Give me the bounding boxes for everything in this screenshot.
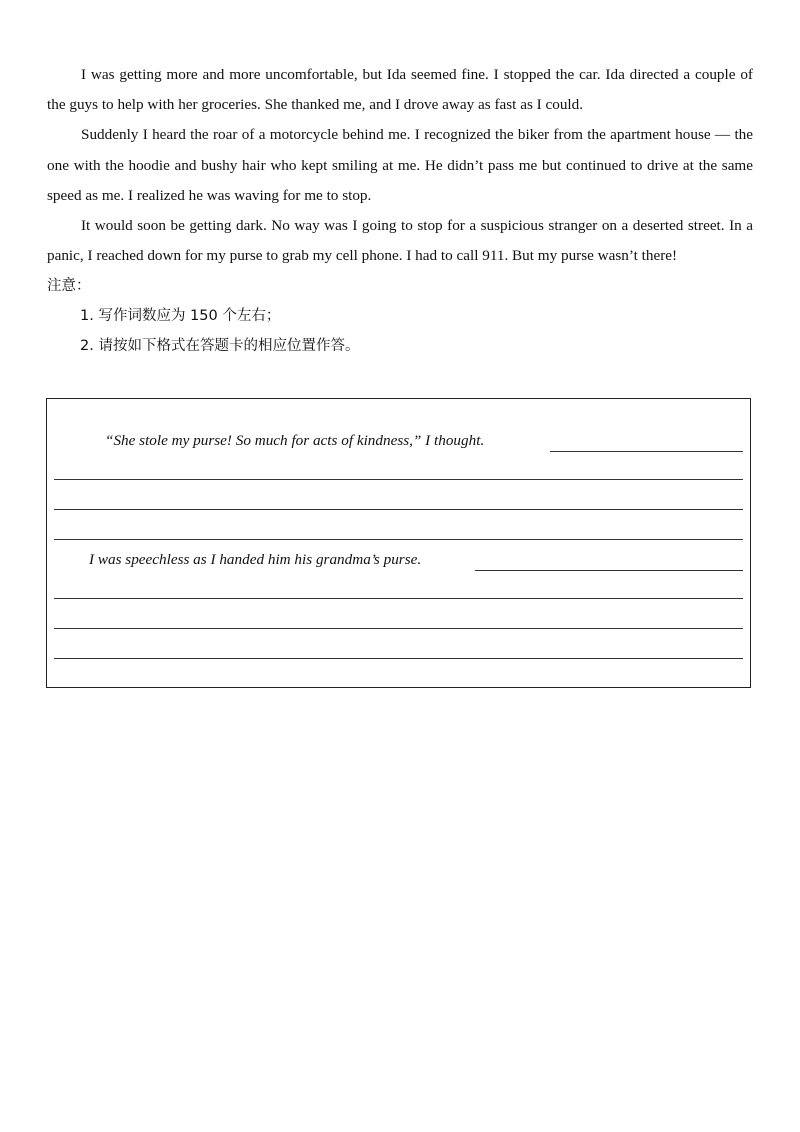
answer-prompt-2: I was speechless as I handed him his grandma’s purse. (89, 551, 422, 568)
answer-fill-line-1[interactable] (550, 451, 743, 452)
answer-fill-line-2[interactable] (475, 570, 743, 571)
answer-rule-4[interactable] (54, 598, 743, 599)
passage-paragraph-2: Suddenly I heard the roar of a motorcycle behind me. I recognized the biker from the apartment house — the one with the hoodie and bushy hair who kept smiling at me. He didn’t pass me but continued to drive at the same speed as me. I realized he was waving for me to stop. (47, 126, 753, 204)
answer-rule-2[interactable] (54, 509, 743, 510)
answer-rule-6[interactable] (54, 658, 743, 659)
note-item-format: 2. 请按如下格式在答题卡的相应位置作答。 (80, 338, 360, 355)
notes-title: 注意： (47, 278, 91, 295)
note-item-word-count: 1. 写作词数应为 150 个左右； (80, 308, 281, 325)
passage-paragraph-1: I was getting more and more uncomfortable, but Ida seemed fine. I stopped the car. Ida directed a couple of the guys to help with her groceries. She thanked me, and I drove away as fast as I could. (47, 66, 753, 114)
answer-box (46, 398, 751, 688)
notes-section (47, 271, 753, 361)
answer-rule-5[interactable] (54, 628, 743, 629)
passage-paragraph-3: It would soon be getting dark. No way was I going to stop for a suspicious stranger on a deserted street. In a panic, I reached down for my purse to grab my cell phone. I had to call 911. But my purse wasn’t there! (47, 217, 753, 265)
answer-rule-1[interactable] (54, 479, 743, 480)
answer-rule-3[interactable] (54, 539, 743, 540)
exam-page (47, 60, 753, 361)
answer-prompt-1: “She stole my purse! So much for acts of kindness,” I thought. (105, 432, 485, 449)
